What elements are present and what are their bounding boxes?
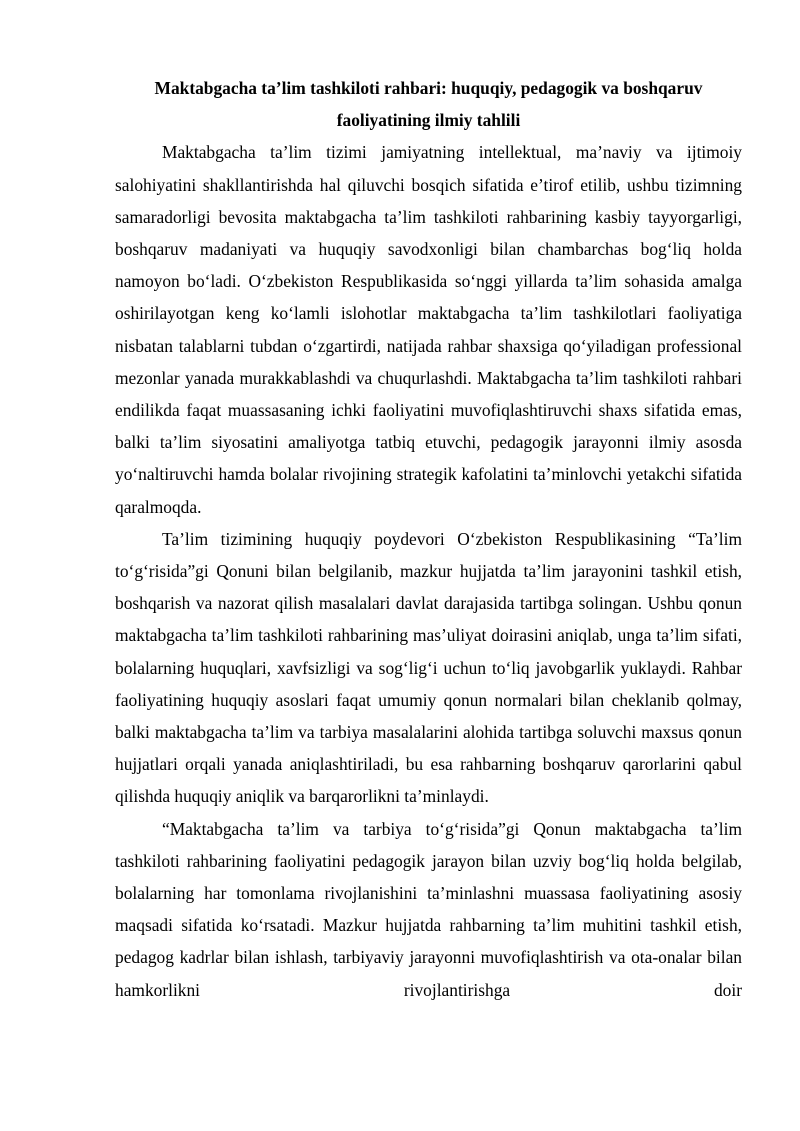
document-page bbox=[115, 72, 742, 1006]
paragraph-2: Ta’lim tizimining huquqiy poydevori O‘zbekiston Respublikasining “Ta’lim to‘g‘risida”gi Qonuni bilan belgilanib, mazkur hujjatda ta’lim jarayonini tashkil etish, boshqarish va nazorat qilish masalalari davlat darajasida tartibga solingan. Ushbu qonun maktabgacha ta’lim tashkiloti rahbarining mas’uliyat doirasini aniqlab, unga ta’lim sifati, bolalarning huquqlari, xavfsizligi va sog‘lig‘i uchun to‘liq javobgarlik yuklaydi. Rahbar faoliyatining huquqiy asoslari faqat umumiy qonun normalari bilan cheklanib qolmay, balki maktabgacha ta’lim va tarbiya masalalarini alohida tartibga soluvchi maxsus qonun hujjatlari orqali yanada aniqlashtiriladi, bu esa rahbarning boshqaruv qarorlarini qabul qilishda huquqiy aniqlik va barqarorlikni ta’minlaydi. bbox=[115, 528, 742, 807]
paragraph-1: Maktabgacha ta’lim tizimi jamiyatning intellektual, ma’naviy va ijtimoiy salohiyatini shakllantirishda hal qiluvchi bosqich sifatida e’tirof etilib, ushbu tizimning samaradorligi bevosita maktabgacha ta’lim tashkiloti rahbarining kasbiy tayyorgarligi, boshqaruv madaniyati va huquqiy savodxonligi bilan chambarchas bog‘liq holda namoyon bo‘ladi. O‘zbekiston Respublikasida so‘nggi yillarda ta’lim sohasida amalga oshirilayotgan keng ko‘lamli islohotlar maktabgacha ta’lim tashkilotlari faoliyatiga nisbatan talablarni tubdan o‘zgartirdi, natijada rahbar shaxsiga qo‘yiladigan professional mezonlar yanada murakkablashdi va chuqurlashdi. Maktabgacha ta’lim tashkiloti rahbari endilikda faqat muassasaning ichki faoliyatini muvofiqlashtiruvchi shaxs sifatida emas, balki ta’lim siyosatini amaliyotga tatbiq etuvchi, pedagogik jarayonni ilmiy asosda yo‘naltiruvchi hamda bolalar rivojining strategik kafolatini ta’minlovchi yetakchi sifatida qaralmoqda. bbox=[115, 142, 742, 517]
title-line-2: faoliyatining ilmiy tahlili bbox=[336, 110, 521, 131]
title-line-1: Maktabgacha ta’lim tashkiloti rahbari: huquqiy, pedagogik va boshqaruv bbox=[154, 78, 703, 98]
paragraph-3: “Maktabgacha ta’lim va tarbiya to‘g‘risida”gi Qonun maktabgacha ta’lim tashkiloti rahbarining faoliyatini pedagogik jarayon bilan uzviy bog‘liq holda belgilab, bolalarning har tomonlama rivojlanishini ta’minlashni muassasa faoliyatining asosiy maqsadi sifatida ko‘rsatadi. Mazkur hujjatda rahbarning ta’lim muhitini tashkil etish, pedagog kadrlar bilan ishlash, tarbiyaviy jarayonni muvofiqlashtirish va ota-onalar bilan hamkorlikni rivojlantirishga doir bbox=[115, 818, 742, 1000]
document-title bbox=[115, 72, 742, 136]
